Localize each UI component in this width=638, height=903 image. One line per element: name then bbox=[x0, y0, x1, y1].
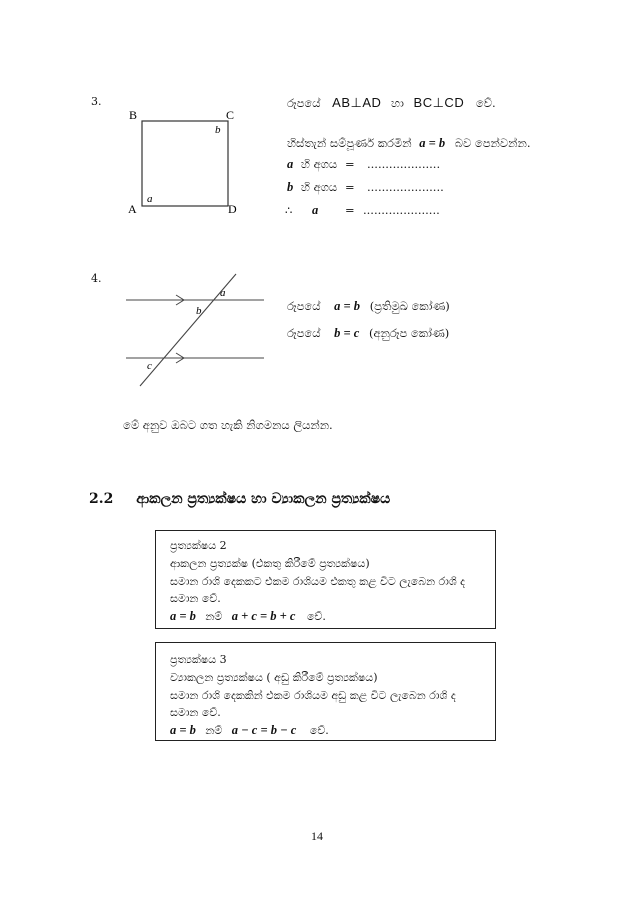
parallel-lines-figure bbox=[118, 268, 268, 390]
axiom-3-box bbox=[155, 642, 496, 741]
q3-row-a-label: හි අගය bbox=[300, 157, 338, 171]
angle-label-b: b bbox=[196, 305, 202, 317]
vertex-label-a: A bbox=[128, 202, 137, 216]
question-4-number: 4. bbox=[91, 272, 102, 285]
q4-conclusion: මේ අනුව ඔබට ගත හැකි නිගමනය ලියන්න. bbox=[123, 418, 333, 432]
q3-statement-and: හා bbox=[391, 96, 404, 110]
q3-statement-prefix: රූපයේ bbox=[287, 96, 321, 110]
page-number: 14 bbox=[311, 829, 323, 843]
q3-row-b-equals: = bbox=[345, 180, 355, 194]
axiom-2-formula-if: නම් bbox=[205, 610, 223, 623]
q3-row-therefore-var: a bbox=[311, 203, 319, 217]
axiom-2-formula-right: a + c = b + c bbox=[231, 609, 296, 623]
angle-label-b: b bbox=[215, 124, 221, 136]
square-figure bbox=[122, 104, 247, 216]
q4-statement-1-prefix: රූපයේ bbox=[287, 299, 321, 313]
q3-statement bbox=[287, 95, 496, 111]
q3-relation-ab-ad: AB⊥AD bbox=[332, 95, 382, 110]
section-title: ආකලන ප්‍රත්‍යක්ෂය හා ව්‍යාකලන ප්‍රත්‍යක්ෂය bbox=[136, 491, 391, 507]
q4-statement-2 bbox=[287, 326, 449, 341]
axiom-2-line-1: ආකලන ප්‍රත්‍යක්ෂ (එකතු කිරීමේ ප්‍රත්‍යක්ෂය) bbox=[170, 557, 370, 570]
axiom-3-formula-left: a = b bbox=[170, 723, 196, 737]
q4-statement-1-equation: a = b bbox=[334, 299, 361, 313]
angle-label-c: c bbox=[147, 360, 152, 372]
vertex-label-b: B bbox=[129, 108, 138, 122]
q3-row-therefore bbox=[285, 203, 440, 218]
q3-row-a-blank: .................... bbox=[367, 157, 441, 171]
q3-instruction-prefix: හිස්තැන් සම්පූර්ණ කරමින් bbox=[287, 136, 412, 150]
axiom-3-formula-suffix: වේ. bbox=[309, 724, 329, 737]
q4-statement-2-reason: (අනුරූප කෝණ) bbox=[368, 326, 450, 340]
axiom-2-line-2: සමාන රාශි දෙකකට එකම රාශියම එකතු කළ විට ලැබෙන රාශි ද bbox=[170, 575, 466, 588]
angle-label-a: a bbox=[147, 193, 153, 205]
q3-row-a bbox=[287, 157, 441, 172]
axiom-3-line-3: සමාන වේ. bbox=[170, 706, 221, 719]
question-3-number: 3. bbox=[91, 95, 102, 108]
q3-row-therefore-equals: = bbox=[345, 203, 355, 217]
axiom-2-formula-left: a = b bbox=[170, 609, 196, 623]
axiom-2-title: ප්‍රත්‍යක්ෂය 2 bbox=[170, 539, 227, 552]
axiom-3-title: ප්‍රත්‍යක්ෂය 3 bbox=[170, 653, 227, 666]
axiom-2-box bbox=[155, 530, 496, 629]
q3-row-b bbox=[287, 180, 444, 195]
vertex-label-c: C bbox=[226, 108, 235, 122]
axiom-3-formula-if: නම් bbox=[205, 724, 223, 737]
section-heading bbox=[89, 491, 390, 507]
q4-statement-2-prefix: රූපයේ bbox=[287, 326, 321, 340]
q3-instruction-suffix: බව පෙන්වන්න. bbox=[454, 136, 531, 150]
section-number: 2.2 bbox=[89, 491, 114, 507]
q3-row-therefore-blank: ..................... bbox=[363, 203, 440, 217]
q3-statement-suffix: වේ. bbox=[475, 96, 496, 110]
q3-row-b-label: හි අගය bbox=[300, 180, 338, 194]
q3-row-a-equals: = bbox=[345, 157, 355, 171]
axiom-3-line-1: ව්‍යාකලන ප්‍රත්‍යක්ෂය ( අඩු කිරීමේ ප්‍රත්‍යක්ෂය) bbox=[170, 671, 378, 684]
q3-instruction bbox=[287, 136, 530, 151]
q4-statement-1 bbox=[287, 299, 450, 314]
axiom-2-formula-suffix: වේ. bbox=[306, 610, 326, 623]
axiom-3-formula bbox=[170, 723, 329, 738]
axiom-2-formula bbox=[170, 609, 326, 624]
axiom-3-formula-right: a − c = b − c bbox=[231, 723, 297, 737]
q3-relation-bc-cd: BC⊥CD bbox=[413, 95, 465, 110]
q4-statement-1-reason: (ප්‍රතිමුඛ කෝණ) bbox=[369, 299, 450, 313]
q4-statement-2-equation: b = c bbox=[334, 326, 360, 340]
q3-instruction-equation: a = b bbox=[419, 136, 446, 150]
angle-label-a: a bbox=[220, 287, 226, 299]
q3-row-b-var: b bbox=[287, 180, 294, 194]
axiom-2-line-3: සමාන වේ. bbox=[170, 592, 221, 605]
vertex-label-d: D bbox=[228, 202, 237, 216]
q3-row-b-blank: ..................... bbox=[367, 180, 444, 194]
axiom-3-line-2: සමාන රාශි දෙකකින් එකම රාශියම අඩු කළ විට ලැබෙන රාශි ද bbox=[170, 689, 456, 702]
therefore-symbol: ∴ bbox=[285, 203, 293, 217]
q3-row-a-var: a bbox=[287, 157, 294, 171]
